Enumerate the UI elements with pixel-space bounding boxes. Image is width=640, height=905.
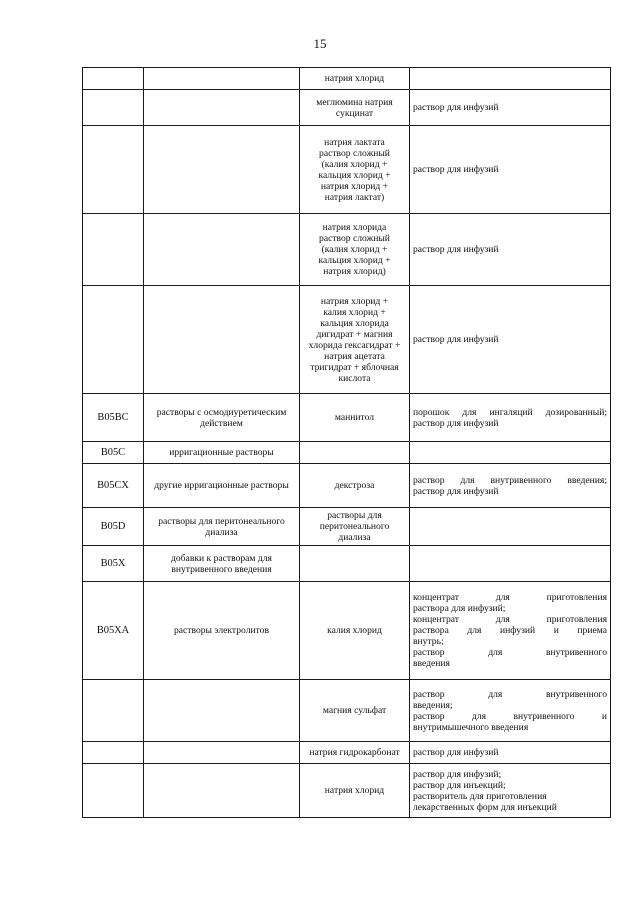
- group-cell: растворы с осмодиуретическим действием: [144, 394, 300, 442]
- group-cell: [144, 764, 300, 818]
- dosage-form-line: раствор для инфузий: [413, 244, 499, 255]
- group-cell: [144, 680, 300, 742]
- drug-name-line: натрия ацетата: [324, 350, 385, 362]
- dosage-form-line: раствор для внутривенного введения;: [413, 474, 607, 486]
- table-row: [83, 442, 611, 464]
- dosage-form-cell: [410, 742, 611, 764]
- table-row: [83, 582, 611, 680]
- dosage-form-cell: [410, 464, 611, 508]
- drug-name-line: тригидрат + яблочная: [310, 361, 399, 373]
- drug-name-line: натрия хлорид +: [320, 295, 389, 307]
- drug-name-line: кальция хлорида: [320, 317, 389, 329]
- table-row: [83, 508, 611, 546]
- drug-name-line: натрия хлорид): [323, 266, 386, 277]
- table-row: [83, 126, 611, 214]
- table-row: [83, 742, 611, 764]
- table-row: [83, 546, 611, 582]
- group-cell: добавки к растворам для внутривенного введения: [144, 546, 300, 582]
- drug-name-line: натрия лактата: [324, 136, 385, 148]
- drug-name-cell: [300, 742, 410, 764]
- group-cell: [144, 286, 300, 394]
- dosage-form-cell: [410, 90, 611, 126]
- drug-name-line: калия хлорид +: [323, 306, 386, 318]
- drug-name-cell: [300, 582, 410, 680]
- medicines-table: [82, 67, 611, 818]
- dosage-form-line: раствор для инъекций;: [413, 779, 506, 791]
- drug-name-line: растворы для: [327, 510, 382, 521]
- drug-name-line: натрия гидрокарбонат: [309, 747, 400, 758]
- atc-code-cell: [83, 286, 144, 394]
- group-cell: [144, 68, 300, 90]
- dosage-form-cell: [410, 286, 611, 394]
- dosage-form-cell: [410, 582, 611, 680]
- dosage-form-line: внутримышечного введения: [413, 721, 529, 733]
- dosage-form-cell: [410, 508, 611, 546]
- group-cell: ирригационные растворы: [144, 442, 300, 464]
- atc-code-cell: [83, 680, 144, 742]
- drug-name-line: натрия хлорид +: [320, 180, 389, 192]
- drug-name-line: сукцинат: [335, 107, 374, 119]
- dosage-form-cell: [410, 126, 611, 214]
- group-cell: другие ирригационные растворы: [144, 464, 300, 508]
- dosage-form-cell: [410, 764, 611, 818]
- atc-code-cell: [83, 126, 144, 214]
- drug-name-line: перитонеального: [319, 521, 390, 532]
- drug-name-line: (калия хлорид +: [321, 158, 388, 170]
- dosage-form-line: раствор для инфузий;: [413, 768, 502, 780]
- group-cell: [144, 742, 300, 764]
- drug-name-line: кальция хлорид +: [318, 255, 391, 266]
- drug-name-cell: [300, 464, 410, 508]
- drug-name-line: калия хлорид: [327, 625, 382, 636]
- atc-code-cell: B05CX: [83, 464, 144, 508]
- dosage-form-line: раствор для инфузий: [413, 102, 499, 113]
- dosage-form-line: раствор для инфузий: [413, 747, 499, 758]
- dosage-form-line: раствора для инфузий и приема: [413, 625, 607, 636]
- dosage-form-line: раствор для инфузий: [413, 417, 499, 429]
- table-row: [83, 286, 611, 394]
- dosage-form-line: растворитель для приготовления: [413, 790, 547, 802]
- drug-name-line: диализа: [338, 532, 371, 543]
- drug-name-line: раствор сложный: [319, 233, 390, 244]
- table-row: [83, 68, 611, 90]
- drug-name-line: натрия хлорида: [322, 222, 387, 233]
- dosage-form-cell: [410, 546, 611, 582]
- dosage-form-line: раствор для внутривенного: [413, 688, 607, 700]
- drug-name-cell: [300, 680, 410, 742]
- page-number: 15: [313, 36, 327, 51]
- dosage-form-cell: [410, 68, 611, 90]
- group-cell: [144, 90, 300, 126]
- dosage-form-cell: [410, 214, 611, 286]
- dosage-form-line: введения;: [413, 699, 453, 711]
- dosage-form-line: концентрат для приготовления: [413, 592, 607, 603]
- drug-name-line: кальция хлорид +: [318, 169, 391, 181]
- atc-code-cell: [83, 214, 144, 286]
- drug-name-line: декстроза: [334, 480, 375, 491]
- group-cell: [144, 126, 300, 214]
- drug-name-cell: [300, 126, 410, 214]
- drug-name-line: хлорида гексагидрат +: [308, 339, 401, 351]
- atc-code-cell: B05C: [83, 442, 144, 464]
- drug-name-line: натрия хлорид: [324, 785, 385, 796]
- dosage-form-line: лекарственных форм для инъекций: [413, 801, 557, 813]
- dosage-form-line: раствор для инфузий: [413, 334, 499, 345]
- table-row: [83, 680, 611, 742]
- dosage-form-line: раствор для внутривенного: [413, 647, 607, 658]
- drug-name-line: натрия лактат): [324, 191, 385, 203]
- drug-name-cell: [300, 394, 410, 442]
- drug-name-line: (калия хлорид +: [321, 244, 388, 255]
- dosage-form-line: раствора для инфузий;: [413, 603, 506, 614]
- dosage-form-line: раствор для инфузий: [413, 164, 499, 175]
- dosage-form-line: внутрь;: [413, 636, 444, 647]
- drug-name-cell: [300, 90, 410, 126]
- atc-code-cell: B05D: [83, 508, 144, 546]
- drug-name-cell: [300, 508, 410, 546]
- atc-code-cell: B05X: [83, 546, 144, 582]
- atc-code-cell: [83, 742, 144, 764]
- table-row: [83, 464, 611, 508]
- dosage-form-line: концентрат для приготовления: [413, 614, 607, 625]
- dosage-form-cell: [410, 442, 611, 464]
- table-row: [83, 394, 611, 442]
- atc-code-cell: B05BC: [83, 394, 144, 442]
- atc-code-cell: [83, 90, 144, 126]
- drug-name-line: магния сульфат: [322, 705, 387, 716]
- dosage-form-cell: [410, 680, 611, 742]
- group-cell: [144, 214, 300, 286]
- drug-name-line: раствор сложный: [319, 147, 390, 159]
- table-row: [83, 90, 611, 126]
- drug-name-cell: [300, 764, 410, 818]
- drug-name-cell: [300, 68, 410, 90]
- drug-name-cell: [300, 442, 410, 464]
- dosage-form-line: раствор для инфузий: [413, 485, 499, 497]
- group-cell: растворы для перитонеального диализа: [144, 508, 300, 546]
- drug-name-cell: [300, 546, 410, 582]
- dosage-form-line: раствор для внутривенного и: [413, 710, 607, 722]
- drug-name-line: кислота: [338, 372, 371, 384]
- drug-name-line: меглюмина натрия: [316, 96, 393, 108]
- drug-name-cell: [300, 214, 410, 286]
- table-row: [83, 214, 611, 286]
- atc-code-cell: [83, 764, 144, 818]
- dosage-form-cell: [410, 394, 611, 442]
- table-row: [83, 764, 611, 818]
- drug-name-line: натрия хлорид: [324, 73, 385, 84]
- group-cell: растворы электролитов: [144, 582, 300, 680]
- drug-name-line: дигидрат + магния: [316, 328, 393, 340]
- dosage-form-line: порошок для ингаляций дозированный;: [413, 406, 607, 418]
- atc-code-cell: B05XA: [83, 582, 144, 680]
- dosage-form-line: введения: [413, 658, 450, 669]
- drug-name-cell: [300, 286, 410, 394]
- atc-code-cell: [83, 68, 144, 90]
- drug-name-line: маннитол: [334, 412, 375, 423]
